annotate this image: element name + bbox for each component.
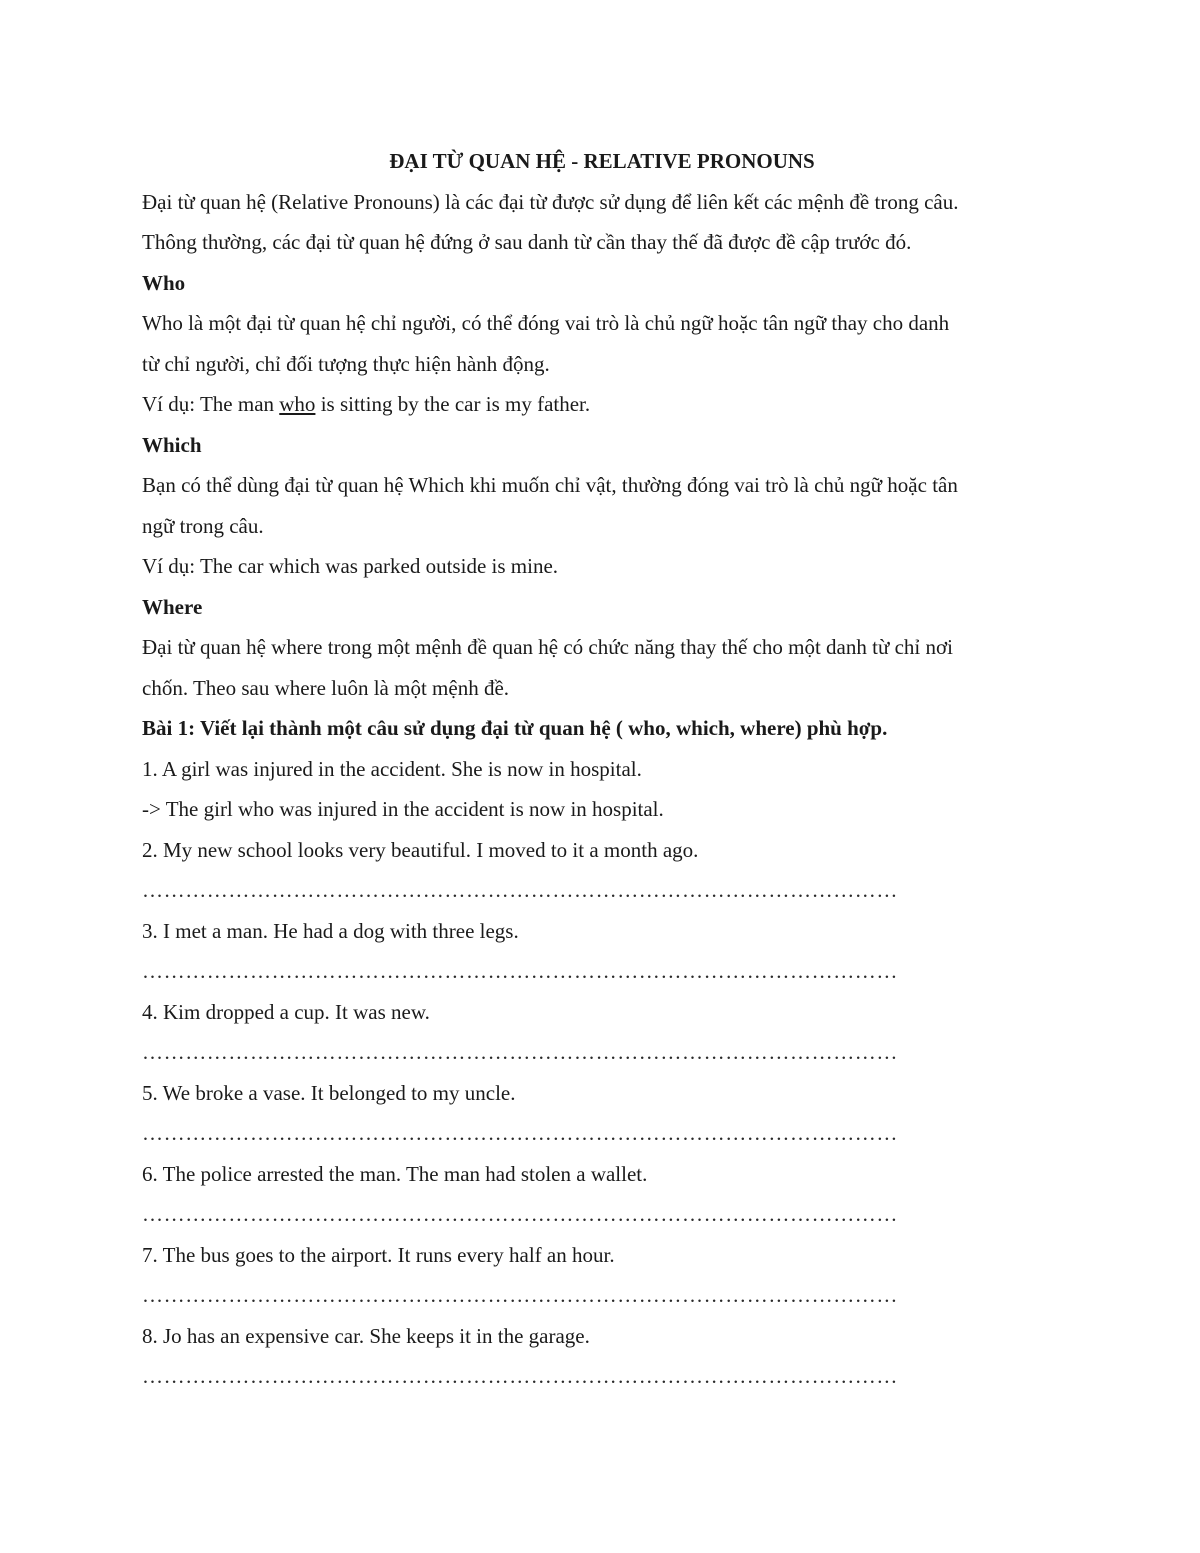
which-heading: Which bbox=[142, 432, 202, 457]
answer-blank-7: …………………………………………………………………………………………… bbox=[142, 1283, 898, 1307]
answer-blank-2: …………………………………………………………………………………………… bbox=[142, 878, 898, 902]
which-line-1: Bạn có thể dùng đại từ quan hệ Which khi muốn chỉ vật, thường đóng vai trò là chủ ngữ hoặc tân bbox=[142, 473, 958, 497]
answer-blank-6: …………………………………………………………………………………………… bbox=[142, 1202, 898, 1226]
exercise-question-1: 1. A girl was injured in the accident. She is now in hospital. bbox=[142, 756, 642, 781]
which-example: Ví dụ: The car which was parked outside is mine. bbox=[142, 554, 559, 578]
answer-blank-8: …………………………………………………………………………………………… bbox=[142, 1364, 898, 1388]
exercise-question-8: 8. Jo has an expensive car. She keeps it in the garage. bbox=[142, 1323, 590, 1348]
exercise-question-7: 7. The bus goes to the airport. It runs every half an hour. bbox=[142, 1242, 615, 1267]
who-example-before: Ví dụ: The man bbox=[142, 392, 280, 416]
where-heading: Where bbox=[142, 594, 203, 619]
intro-line-2: Thông thường, các đại từ quan hệ đứng ở sau danh từ cần thay thế đã được đề cập trước đó. bbox=[142, 230, 912, 254]
which-line-2: ngữ trong câu. bbox=[142, 513, 264, 538]
exercise-heading: Bài 1: Viết lại thành một câu sử dụng đại từ quan hệ ( who, which, where) phù hợp. bbox=[142, 716, 888, 740]
who-heading: Who bbox=[142, 270, 186, 295]
exercise-answer-1: -> The girl who was injured in the accident is now in hospital. bbox=[142, 797, 664, 821]
exercise-question-2: 2. My new school looks very beautiful. I moved to it a month ago. bbox=[142, 837, 699, 862]
intro-line-1: Đại từ quan hệ (Relative Pronouns) là các đại từ được sử dụng để liên kết các mệnh đề trong câu. bbox=[142, 189, 959, 214]
answer-blank-5: …………………………………………………………………………………………… bbox=[142, 1121, 898, 1145]
where-line-1: Đại từ quan hệ where trong một mệnh đề quan hệ có chức năng thay thế cho một danh từ chỉ nơi bbox=[142, 635, 953, 659]
document-body bbox=[142, 141, 1062, 1397]
who-line-2: từ chỉ người, chỉ đối tượng thực hiện hành động. bbox=[142, 351, 550, 376]
exercise-question-4: 4. Kim dropped a cup. It was new. bbox=[142, 999, 430, 1024]
exercise-question-5: 5. We broke a vase. It belonged to my uncle. bbox=[142, 1080, 516, 1105]
exercise-question-3: 3. I met a man. He had a dog with three legs. bbox=[142, 918, 519, 943]
exercise-question-6: 6. The police arrested the man. The man had stolen a wallet. bbox=[142, 1161, 648, 1186]
who-example-after: is sitting by the car is my father. bbox=[315, 392, 591, 416]
where-line-2: chốn. Theo sau where luôn là một mệnh đề. bbox=[142, 675, 510, 700]
page-title: ĐẠI TỪ QUAN HỆ - RELATIVE PRONOUNS bbox=[389, 149, 815, 173]
who-example bbox=[142, 384, 1062, 425]
who-line-1: Who là một đại từ quan hệ chỉ người, có thể đóng vai trò là chủ ngữ hoặc tân ngữ thay cho danh bbox=[142, 311, 950, 335]
answer-blank-4: …………………………………………………………………………………………… bbox=[142, 1040, 898, 1064]
who-example-underlined-word: who bbox=[279, 392, 316, 416]
answer-blank-3: …………………………………………………………………………………………… bbox=[142, 959, 898, 983]
